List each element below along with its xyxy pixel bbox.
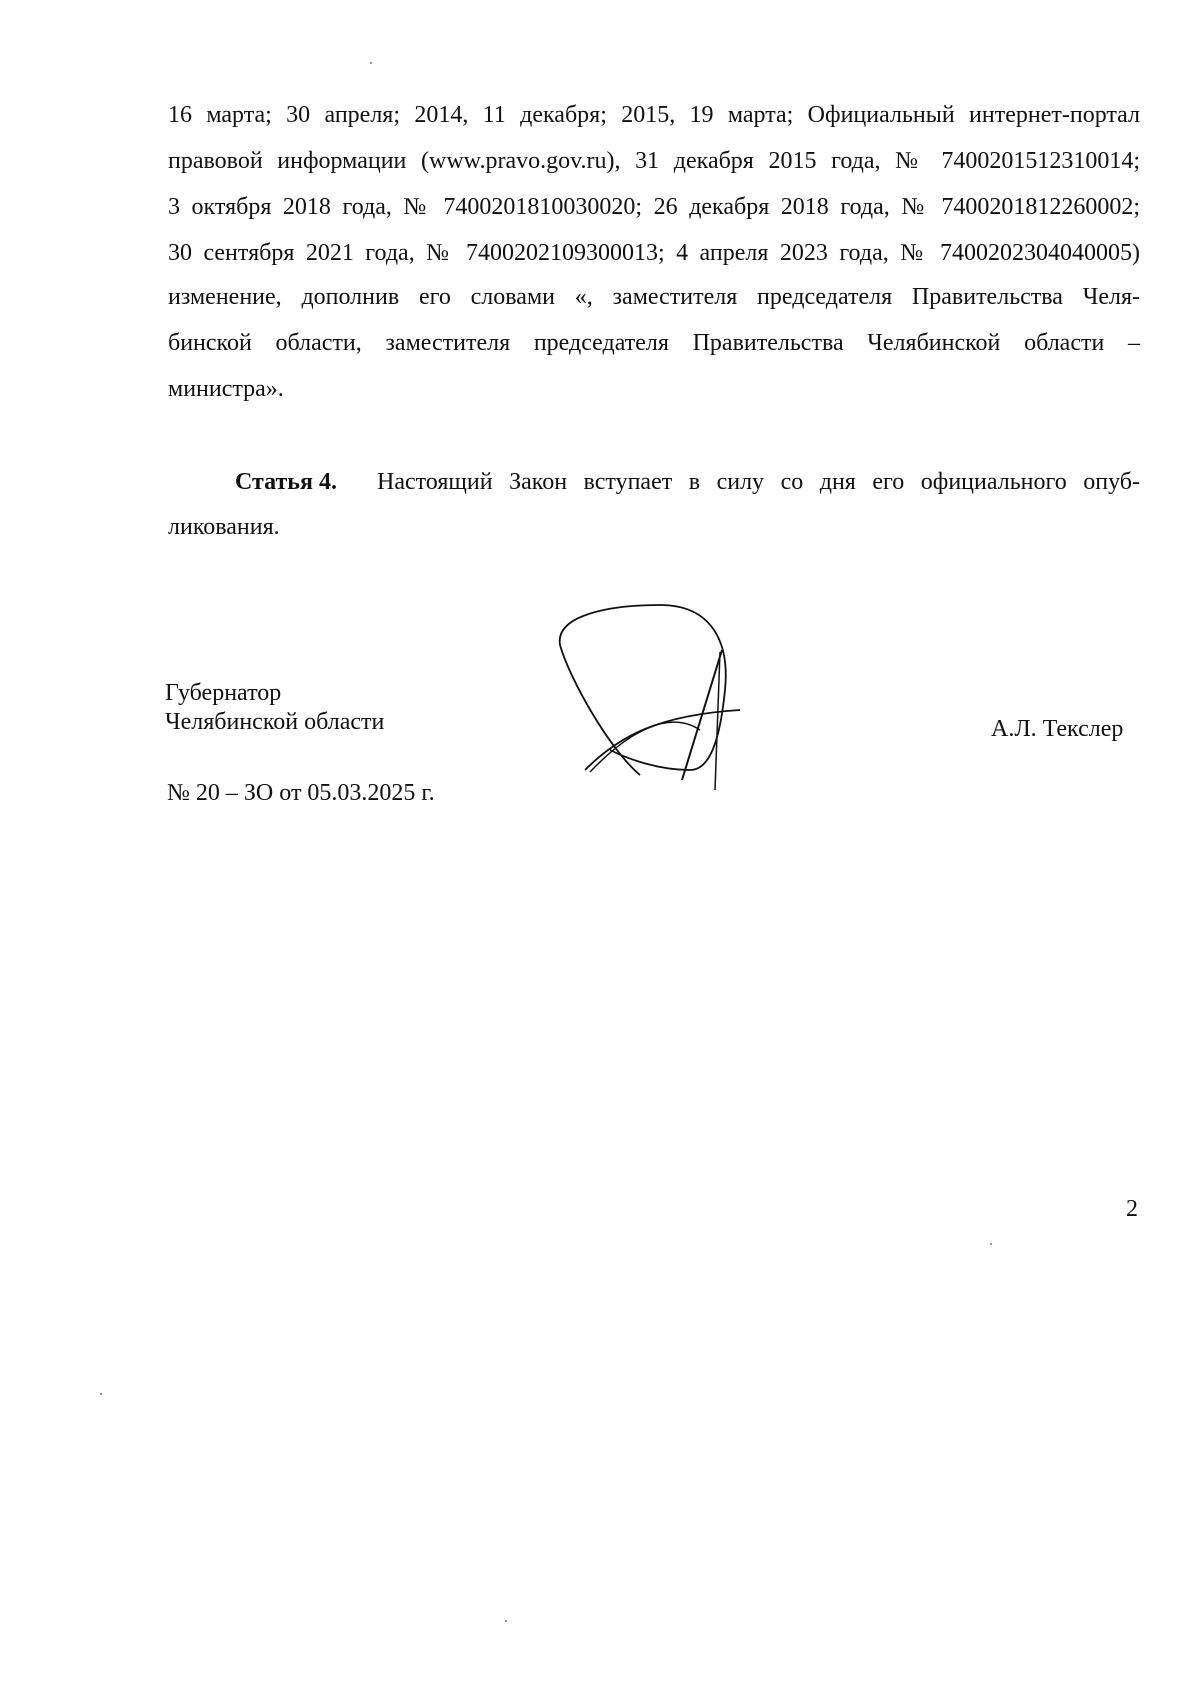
scan-speck [100, 1393, 102, 1395]
signatory-name: А.Л. Текслер [991, 716, 1124, 742]
law-number-date: № 20 – ЗО от 05.03.2025 г. [167, 780, 435, 806]
scan-speck [370, 62, 372, 64]
scan-speck [505, 1620, 507, 1622]
paragraph-line: правовой информации (www.pravo.gov.ru), 31 декабря 2015 года, № 7400201512310014; [168, 148, 1140, 174]
paragraph-line: 3 октября 2018 года, № 7400201810030020; 26 декабря 2018 года, № 7400201812260002; [168, 194, 1140, 220]
paragraph-line: 16 марта; 30 апреля; 2014, 11 декабря; 2015, 19 марта; Официальный интернет-портал [168, 102, 1140, 128]
paragraph-line: 30 сентября 2021 года, № 7400202109300013; 4 апреля 2023 года, № 7400202304040005) [168, 240, 1140, 266]
signatory-title: Губернатор [165, 680, 282, 706]
article-4-heading: Статья 4. [235, 469, 337, 495]
paragraph-line: изменение, дополнив его словами «, заместителя председателя Правительства Челя- [168, 284, 1140, 310]
article-4-text: Настоящий Закон вступает в силу со дня его официального опуб- [377, 469, 1140, 495]
signatory-region: Челябинской области [165, 709, 385, 735]
scan-speck [990, 1243, 992, 1245]
paragraph-line: министра». [168, 376, 284, 402]
handwritten-signature [550, 600, 770, 810]
article-4-text-cont: ликования. [168, 514, 280, 540]
page-number: 2 [1126, 1196, 1138, 1222]
paragraph-line: бинской области, заместителя председателя Правительства Челябинской области – [168, 330, 1140, 356]
